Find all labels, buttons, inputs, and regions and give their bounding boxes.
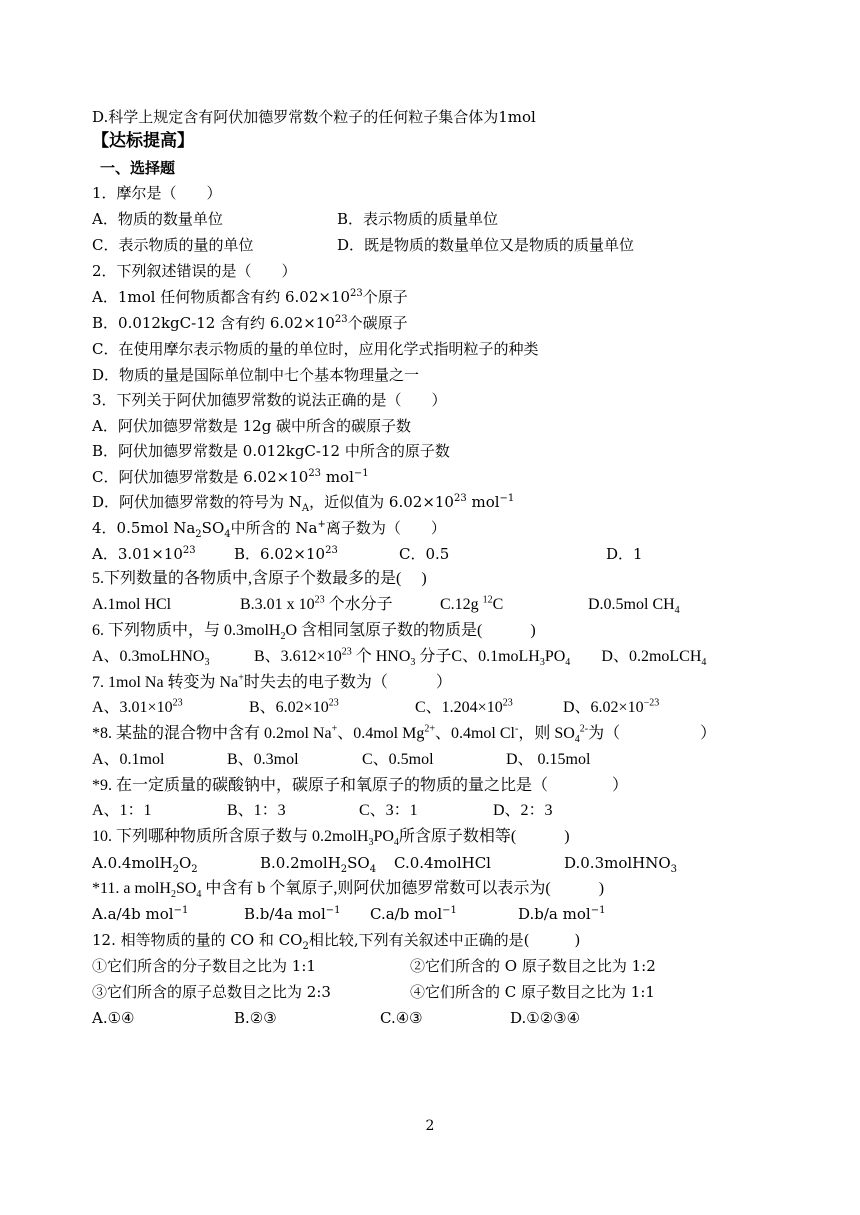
option-c: C.0.4molHCl [394,854,491,872]
question-2-option-a: A．1mol 任何物质都含有约 $6.02\times 10^{23}$个原子 [92,288,408,306]
option-b: B．$6.02\times 10^{23}$ [234,545,338,563]
option-a: A、1：1 [92,802,152,819]
option-b: B.b/4a mol$^{-1}$ [244,905,341,923]
statement-4: ④它们所含的 C 原子数目之比为 1:1 [410,983,655,1001]
option-d: D.b/a mol$^{-1}$ [518,905,606,923]
question-2-option-c: C．在使用摩尔表示物质的量的单位时，应用化学式指明粒子的种类 [92,340,539,358]
question-2-option-b: B．0.012kgC-12 含有约 $6.02\times 10^{23}$个碳原子 [92,314,408,332]
question-8: *8. 某盐的混合物中含有 0.2mol Na+、0.4mol $Mg^{2+}$、0.4mol Cl-，则 $SO_4^{2-}$为（ ） [92,723,717,746]
question-7: 7. 1mol Na 转变为 Na+时失去的电子数为（ ） [92,672,452,691]
question-3-option-b: B．阿伏加德罗常数是 0.012kgC-12 中所含的原子数 [92,442,450,460]
option-c: C.12g $^{12}$C [440,594,504,613]
question-4-options [92,544,643,564]
option-a: A、0.1mol [92,751,165,768]
question-12-statements-3-4 [92,982,655,1002]
option-d: D．1 [606,545,643,563]
option-c: C．0.5 [399,545,450,563]
subsection-title: 一、选择题 [100,159,176,177]
option-a: A．物质的数量单位 [92,210,223,228]
option-c: C.a/b mol$^{-1}$ [370,905,457,923]
section-title: 【达标提高】 [92,131,194,151]
option-b: B.②③ [234,1009,277,1027]
option-a: A．$3.01\times 10^{23}$ [92,545,196,563]
question-12: 12. 相等物质的量的 CO 和 $CO_2$相比较,下列有关叙述中正确的是( ) [92,931,581,952]
question-1-options-cd [92,235,634,255]
question-2-option-d: D．物质的量是国际单位制中七个基本物理量之一 [92,366,420,384]
question-3-option-a: A．阿伏加德罗常数是 12g 碳中所含的碳原子数 [92,417,412,435]
option-a: A.1mol HCl [92,596,172,613]
option-d: D、 0.15mol [506,751,591,768]
question-10: 10. 下列哪种物质所含原子数与 $0.2molH_3PO_4$所含原子数相等( ) [92,828,570,849]
question-5-options [92,595,680,615]
option-a: A、$3.01\times 10^{23}$ [92,697,183,716]
question-6-options [92,647,706,667]
option-d: D．既是物质的数量单位又是物质的质量单位 [337,236,635,254]
question-2: 2．下列叙述错误的是（ ） [92,262,297,280]
question-9: *9. 在一定质量的碳酸钠中，碳原子和氧原子的物质的量之比是（ ） [92,777,629,794]
question-9-options [92,801,553,821]
question-3-option-d: D．阿伏加德罗常数的符号为 $N_A$，近似值为 $6.02\times 10^{23}$ mol$^{-1}$ [92,493,515,514]
statement-1: ①它们所含的分子数目之比为 1:1 [92,957,316,975]
question-11-options [92,904,605,924]
option-d: D.①②③④ [510,1009,581,1027]
option-b: B.3.01 x $10^{23}$ 个水分子 [240,594,393,613]
option-c: C、3：1 [359,802,418,819]
question-11: *11. a $molH_2SO_4$ 中含有 b 个氧原子,则阿伏加德罗常数可以表示为( ) [92,880,605,901]
question-1: 1．摩尔是（ ） [92,184,222,202]
question-1-options-ab [92,209,498,229]
statement-3: ③它们所含的原子总数目之比为 2:3 [92,983,331,1001]
question-10-options [92,853,677,873]
statement-2: ②它们所含的 O 原子数目之比为 1:2 [410,957,656,975]
question-5: 5.下列数量的各物质中,含原子个数最多的是( ) [92,570,427,587]
option-a: $A.0.4molH_2O_2$ [92,854,198,875]
option-b: B、$6.02\times 10^{23}$ [249,697,339,716]
option-a: A.①④ [92,1009,135,1027]
option-c: C、0.5mol [362,751,434,768]
page-number: 2 [425,1118,435,1134]
question-7-options [92,698,659,718]
option-d-previous: D.科学上规定含有阿伏加德罗常数个粒子的任何粒子集合体为1mol [92,108,536,126]
question-12-options [92,1008,580,1028]
option-d: D、2：3 [493,802,553,819]
option-b: B、1：3 [227,802,286,819]
question-6: 6. 下列物质中，与 0.3molH$_2$O 含相同氢原子数的物质是( ) [92,622,536,643]
option-c: C、$1.204\times 10^{23}$ [415,697,513,716]
option-d: D、$6.02\times 10^{-23}$ [563,697,660,716]
option-b: B、0.3mol [227,751,299,768]
question-4: 4．0.5mol $Na_2SO_4$中所含的 Na+离子数为（ ） [92,519,446,540]
option-b: B、$3.612\times 10^{23}$ 个 $HNO_3$ 分子 [254,646,452,669]
option-a: A.a/4b mol$^{-1}$ [92,905,189,923]
option-c: C、$0.1moLH_3PO_4$ [451,648,571,669]
question-12-statements-1-2 [92,956,656,976]
option-b: B．表示物质的质量单位 [337,210,499,228]
option-d: D.0.5mol $CH_4$ [588,596,680,617]
option-a: A、0.3moLHNO$_3$ [92,648,210,669]
question-3-option-c: C．阿伏加德罗常数是 $6.02\times 10^{23}$ mol$^{-1}$ [92,468,369,486]
option-c: C.④③ [380,1009,423,1027]
option-d: D、0.2moLCH$_4$ [601,648,707,669]
question-8-options [92,750,590,770]
option-c: C．表示物质的量的单位 [92,236,254,254]
question-3: 3．下列关于阿伏加德罗常数的说法正确的是（ ） [92,391,447,409]
option-b: $B.0.2molH_2SO_4$ [260,854,377,875]
option-d: D.0.3molHNO$_3$ [564,854,678,875]
